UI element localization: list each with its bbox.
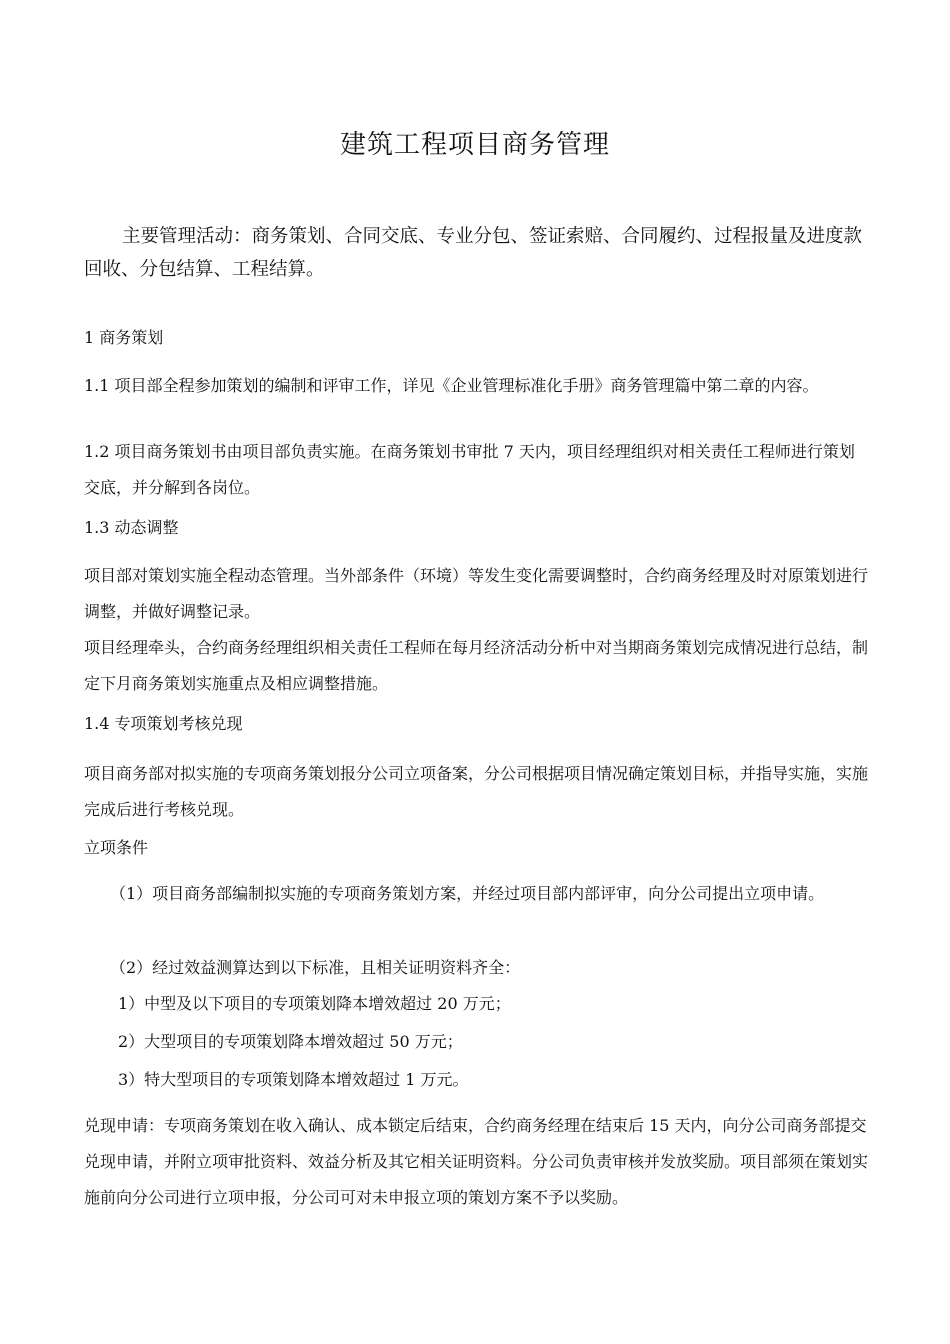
condition-1: （1）项目商务部编制拟实施的专项商务策划方案，并经过项目部内部评审，向分公司提出立项申请。 — [110, 884, 825, 903]
condition-2-item-2: 2）大型项目的专项策划降本增效超过 50 万元； — [118, 1032, 463, 1051]
duixian-paragraph: 兑现申请：专项商务策划在收入确认、成本锁定后结束，合约商务经理在结束后 15 天内，向分公司商务部提交兑现申请，并附立项审批资料、效益分析及其它相关证明资料。分公司负责审核并发放奖励。项目部须在策划实施前向分公司进行立项申报，分公司可对未申报立项的策划方案不予以奖励。 — [84, 1116, 869, 1207]
condition-2-item-3: 3）特大型项目的专项策划降本增效超过 1 万元。 — [118, 1070, 469, 1089]
section-1-3-paragraph-2: 项目经理牵头，合约商务经理组织相关责任工程师在每月经济活动分析中对当期商务策划完成情况进行总结，制定下月商务策划实施重点及相应调整措施。 — [84, 638, 869, 693]
intro-paragraph: 主要管理活动：商务策划、合同交底、专业分包、签证索赔、合同履约、过程报量及进度款回收、分包结算、工程结算。 — [84, 226, 863, 280]
condition-2-item-1: 1）中型及以下项目的专项策划降本增效超过 20 万元； — [118, 994, 511, 1013]
lixiang-heading: 立项条件 — [84, 838, 149, 857]
condition-2: （2）经过效益测算达到以下标准，且相关证明资料齐全： — [110, 958, 521, 977]
section-1-2-paragraph: 1.2 项目商务策划书由项目部负责实施。在商务策划书审批 7 天内，项目经理组织对相关责任工程师进行策划交底，并分解到各岗位。 — [84, 442, 855, 497]
section-1-1-paragraph: 1.1 项目部全程参加策划的编制和评审工作，详见《企业管理标准化手册》商务管理篇中第二章的内容。 — [84, 376, 819, 395]
section-1-heading: 1 商务策划 — [84, 328, 164, 347]
section-1-3-paragraph-1: 项目部对策划实施全程动态管理。当外部条件（环境）等发生变化需要调整时，合约商务经理及时对原策划进行调整，并做好调整记录。 — [84, 566, 869, 621]
document-title: 建筑工程项目商务管理 — [339, 130, 610, 160]
section-1-3-heading: 1.3 动态调整 — [84, 518, 179, 537]
section-1-4-paragraph: 项目商务部对拟实施的专项商务策划报分公司立项备案，分公司根据项目情况确定策划目标，并指导实施，实施完成后进行考核兑现。 — [84, 764, 869, 819]
section-1-4-heading: 1.4 专项策划考核兑现 — [84, 714, 243, 733]
